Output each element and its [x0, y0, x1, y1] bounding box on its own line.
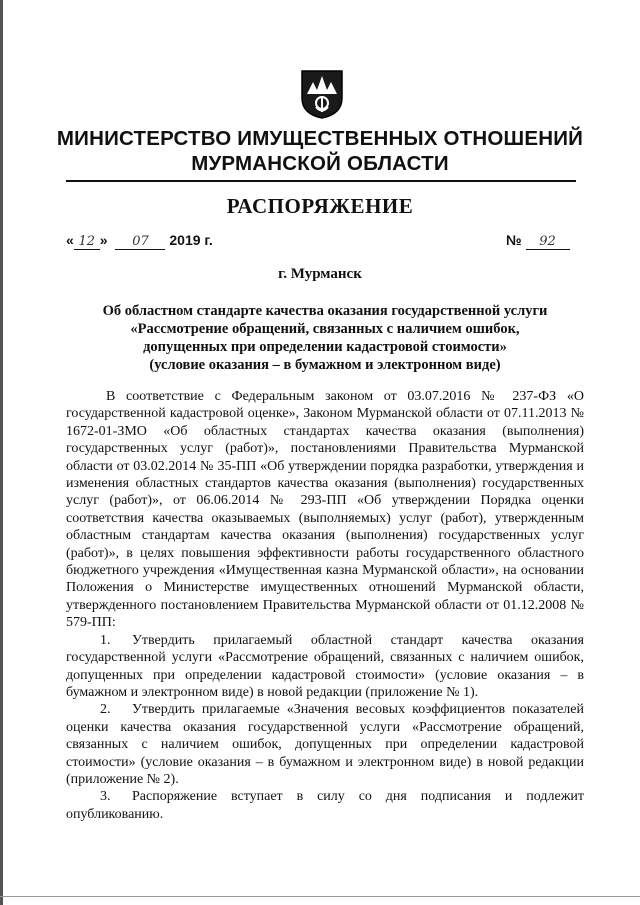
document-title [90, 302, 560, 374]
item-text: Распоряжение вступает в силу со дня подписания и подлежит опубликованию. [66, 789, 584, 822]
ministry-line-2: МУРМАНСКОЙ ОБЛАСТИ [191, 152, 449, 175]
scan-edge [0, 0, 3, 905]
header-divider [66, 180, 576, 182]
document-date [66, 232, 213, 250]
title-line: «Рассмотрение обращений, связанных с наличием ошибок, [130, 321, 520, 337]
ministry-line-1: МИНИСТЕРСТВО ИМУЩЕСТВЕННЫХ ОТНОШЕНИЙ [56, 127, 584, 150]
date-year: 2019 г. [169, 232, 213, 248]
item-text: Утвердить прилагаемый областной стандарт качества оказания государственной услуги «Рассмотрение обращений, связанных с наличием ошибок, допущенных при определении кадастровой стоимости» (условие оказания – в бумажном и электронном виде) в новой редакции (приложение № 1). [66, 632, 584, 700]
title-line: допущенных при определении кадастровой стоимости» [143, 339, 507, 355]
date-day: 12 [74, 234, 100, 250]
item-1 [66, 632, 584, 702]
number-label: № [506, 232, 522, 248]
coat-of-arms-icon [299, 68, 345, 120]
item-2 [66, 701, 584, 788]
ministry-name [40, 126, 600, 176]
item-3 [66, 788, 584, 823]
date-month: 07 [115, 234, 165, 250]
document-type: РАСПОРЯЖЕНИЕ [226, 194, 414, 218]
date-quote-close: » [99, 232, 108, 248]
item-text: Утвердить прилагаемые «Значения весовых коэффициентов показателей оценки качества оказания государственной услуги «Рассмотрение обращений, связанных с наличием ошибок, допущенных при определении кадастровой стоимости» (условие оказания – в бумажном и электронном виде) в новой редакции (приложение № 2). [66, 702, 584, 787]
date-quote-open: « [66, 232, 74, 248]
scan-bottom-edge [0, 896, 640, 897]
title-line: Об областном стандарте качества оказания государственной услуги [102, 303, 548, 319]
document-body [66, 388, 584, 823]
item-number: 1. [100, 632, 111, 648]
item-number: 3. [100, 789, 111, 805]
preamble-paragraph: В соответствие с Федеральным законом от 03.07.2016 № 237-ФЗ «О государственной кадастровой оценке», Законом Мурманской области от 07.11.2013 № 1672-01-ЗМО «Об областных стандартах качества оказания (выполнения) государственных услуг (работ)», постановлениями Правительства Мурманской области от 03.02.2014 № 35-ПП «Об утверждении порядка разработки, утверждения и изменения областных стандартов качества оказания (выполнения) государственных услуг (работ)», от 06.06.2014 № 293-ПП «Об утверждении Порядка оценки соответствия качества оказываемых (выполняемых) услуг (работ), утвержденным областным стандартам качества оказания (выполнения) государственных услуг (работ)», в целях повышения эффективности работы государственного областного бюджетного учреждения «Имущественная казна Мурманской области», на основании Положения о Министерстве имущественных отношений Мурманской области, утвержденного постановлением Правительства Мурманской области от 01.12.2008 № 579-ПП: [66, 389, 584, 631]
document-number [506, 232, 570, 250]
document-city: г. Мурманск [278, 266, 362, 282]
number-value: 92 [526, 234, 570, 250]
item-number: 2. [100, 702, 111, 718]
title-line: (условие оказания – в бумажном и электронном виде) [149, 357, 501, 373]
